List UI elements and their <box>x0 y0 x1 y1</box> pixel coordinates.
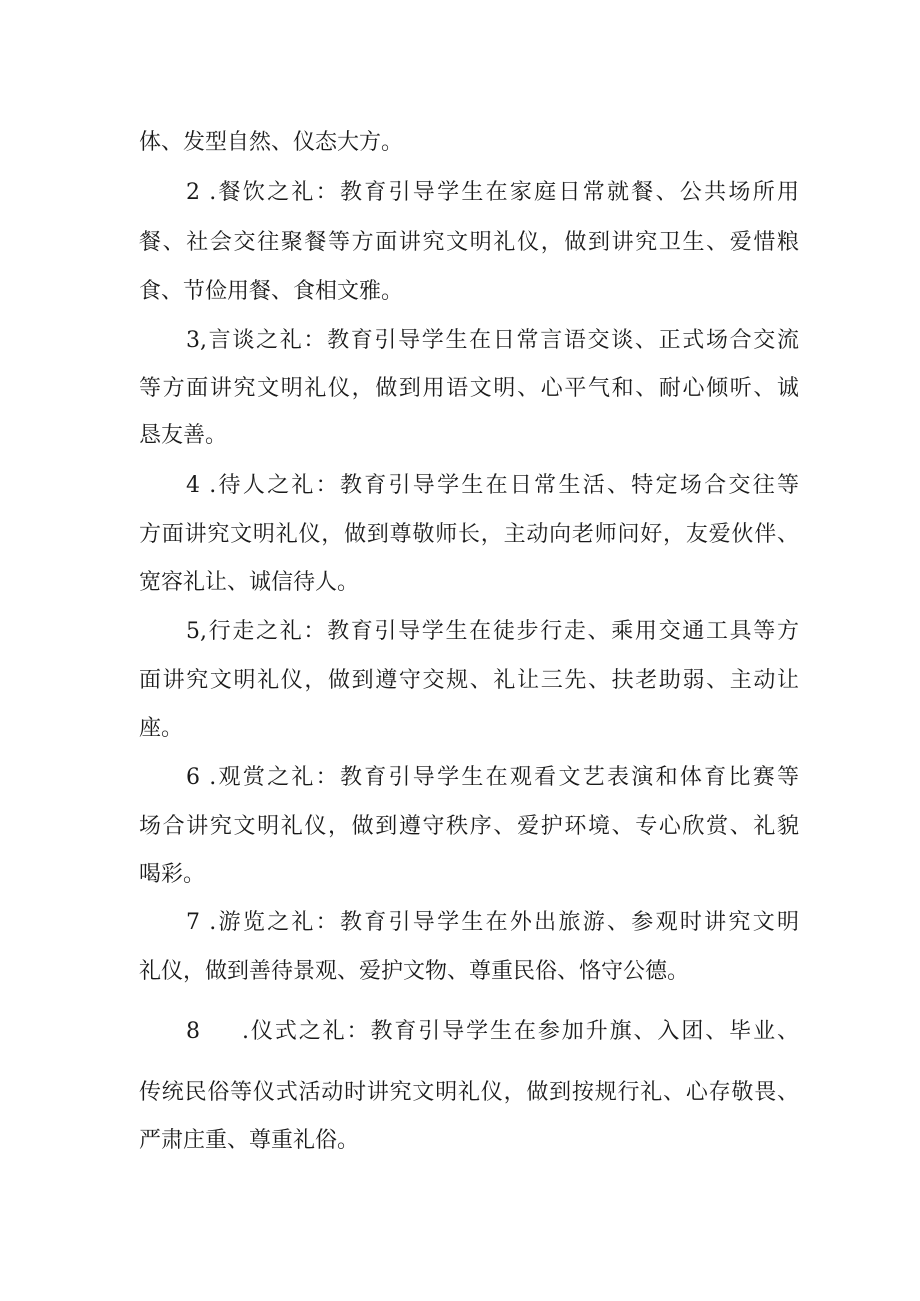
paragraph-5-line-2: 面讲究文明礼仪，做到遵守交规、礼让三先、扶老助弱、主动让 <box>139 668 799 693</box>
paragraph-3-line-1: 3,言谈之礼：教育引导学生在日常言语交谈、正式场合交流 <box>186 328 799 353</box>
paragraph-3-line-3: 恳友善。 <box>139 423 228 448</box>
paragraph-2-line-2: 餐、社会交往聚餐等方面讲究文明礼仪，做到讲究卫生、爱惜粮 <box>139 230 799 255</box>
paragraph-3-line-2: 等方面讲究文明礼仪，做到用语文明、心平气和、耐心倾听、诚 <box>139 376 799 401</box>
paragraph-8-line-3: 严肃庄重、尊重礼俗。 <box>139 1128 360 1153</box>
paragraph-5-line-1: 5,行走之礼：教育引导学生在徒步行走、乘用交通工具等方 <box>186 619 799 644</box>
paragraph-8-line-2: 传统民俗等仪式活动时讲究文明礼仪，做到按规行礼、心存敬畏、 <box>139 1080 799 1105</box>
paragraph-6-line-3: 喝彩。 <box>139 862 206 887</box>
paragraph-5-line-3: 座。 <box>139 716 184 741</box>
paragraph-8-number: 8 <box>186 1019 200 1044</box>
paragraph-4-line-3: 宽容礼让、诚信待人。 <box>139 570 360 595</box>
paragraph-2-line-1: 2 .餐饮之礼：教育引导学生在家庭日常就餐、公共场所用 <box>186 180 799 205</box>
paragraph-4-line-1: 4 .待人之礼：教育引导学生在日常生活、特定场合交往等 <box>186 473 799 498</box>
paragraph-4-line-2: 方面讲究文明礼仪，做到尊敬师长，主动向老师问好，友爱伙伴、 <box>139 522 799 547</box>
paragraph-1-line-1: 体、发型自然、仪态大方。 <box>139 130 404 155</box>
paragraph-6-line-1: 6 .观赏之礼：教育引导学生在观看文艺表演和体育比赛等 <box>186 765 799 790</box>
paragraph-7-line-2: 礼仪，做到善待景观、爱护文物、尊重民俗、恪守公德。 <box>139 959 690 984</box>
paragraph-7-line-1: 7 .游览之礼：教育引导学生在外出旅游、参观时讲究文明 <box>186 910 799 935</box>
paragraph-6-line-2: 场合讲究文明礼仪，做到遵守秩序、爱护环境、专心欣赏、礼貌 <box>139 814 799 839</box>
paragraph-8-line-1: .仪式之礼：教育引导学生在参加升旗、入团、毕业、 <box>242 1019 799 1044</box>
paragraph-2-line-3: 食、节俭用餐、食相文雅。 <box>139 279 404 304</box>
